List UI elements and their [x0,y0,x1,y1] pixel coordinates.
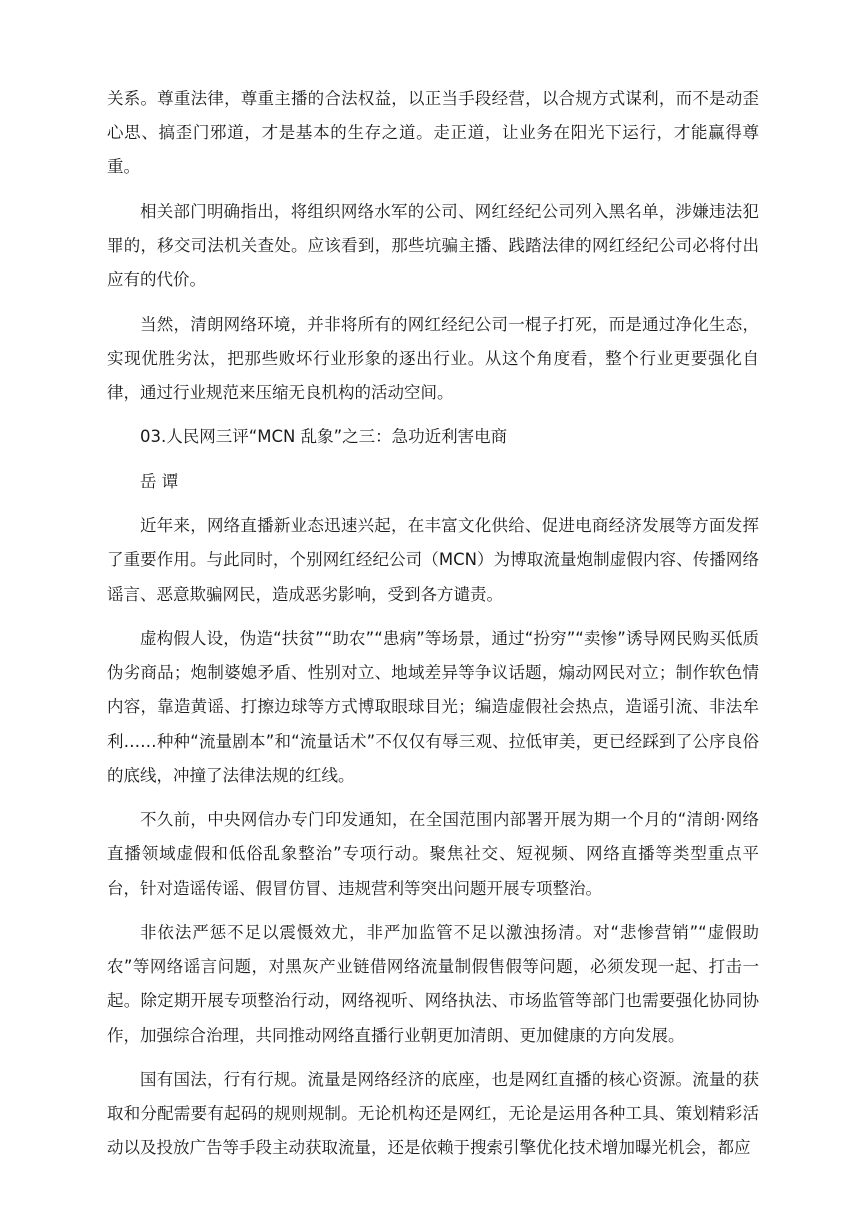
paragraph-2: 相关部门明确指出，将组织网络水军的公司、网红经纪公司列入黑名单，涉嫌违法犯罪的，移交司法机关查处。应该看到，那些坑骗主播、践踏法律的网红经纪公司必将付出应有的代价。 [107,201,759,290]
document-body [107,82,759,1176]
paragraph-6: 近年来，网络直播新业态迅速兴起，在丰富文化供给、促进电商经济发展等方面发挥了重要作用。与此同时，个别网红经纪公司（MCN）为博取流量炮制虚假内容、传播网络谣言、恶意欺骗网民，造成恶劣影响，受到各方谴责。 [107,516,759,604]
section-heading: 03.人民网三评“MCN 乱象”之三：急功近利害电商 [140,427,508,447]
author-byline: 岳 谭 [140,471,179,491]
paragraph-1: 关系。尊重法律，尊重主播的合法权益，以正当手段经营，以合规方式谋利，而不是动歪心思、搞歪门邪道，才是基本的生存之道。走正道，让业务在阳光下运行，才能赢得尊重。 [107,89,759,177]
paragraph-8: 不久前，中央网信办专门印发通知，在全国范围内部署开展为期一个月的“清朗·网络直播领域虚假和低俗乱象整治”专项行动。聚焦社交、短视频、网络直播等类型重点平台，针对造谣传谣、假冒仿冒、违规营利等突出问题开展专项整治。 [107,810,759,898]
paragraph-7: 虚构假人设，伪造“扶贫”“助农”“患病”等场景，通过“扮穷”“卖惨”诱导网民购买低质伪劣商品；炮制婆媳矛盾、性别对立、地域差异等争议话题，煽动网民对立；制作软色情内容，靠造黄谣、打擦边球等方式博取眼球目光；编造虚假社会热点，造谣引流、非法牟利……种种“流量剧本”和“流量话术”不仅仅有辱三观、拉低审美，更已经踩到了公序良俗的底线，冲撞了法律法规的红线。 [107,628,759,785]
paragraph-10: 国有国法，行有行规。流量是网络经济的底座，也是网红直播的核心资源。流量的获取和分配需要有起码的规则规制。无论机构还是网红，无论是运用各种工具、策划精彩活动以及投放广告等手段主动获取流量，还是依赖于搜索引擎优化技术增加曝光机会，都应 [107,1069,759,1158]
paragraph-3: 当然，清朗网络环境，并非将所有的网红经纪公司一棍子打死，而是通过净化生态，实现优胜劣汰，把那些败坏行业形象的逐出行业。从这个角度看，整个行业更要强化自律，通过行业规范来压缩无良机构的活动空间。 [107,314,759,402]
paragraph-9: 非依法严惩不足以震慑效尤，非严加监管不足以激浊扬清。对“悲惨营销”“虚假助农”等网络谣言问题，对黑灰产业链借网络流量制假售假等问题，必须发现一起、打击一起。除定期开展专项整治行动，网络视听、网络执法、市场监管等部门也需要强化协同协作，加强综合治理，共同推动网络直播行业朝更加清朗、更加健康的方向发展。 [107,922,759,1045]
